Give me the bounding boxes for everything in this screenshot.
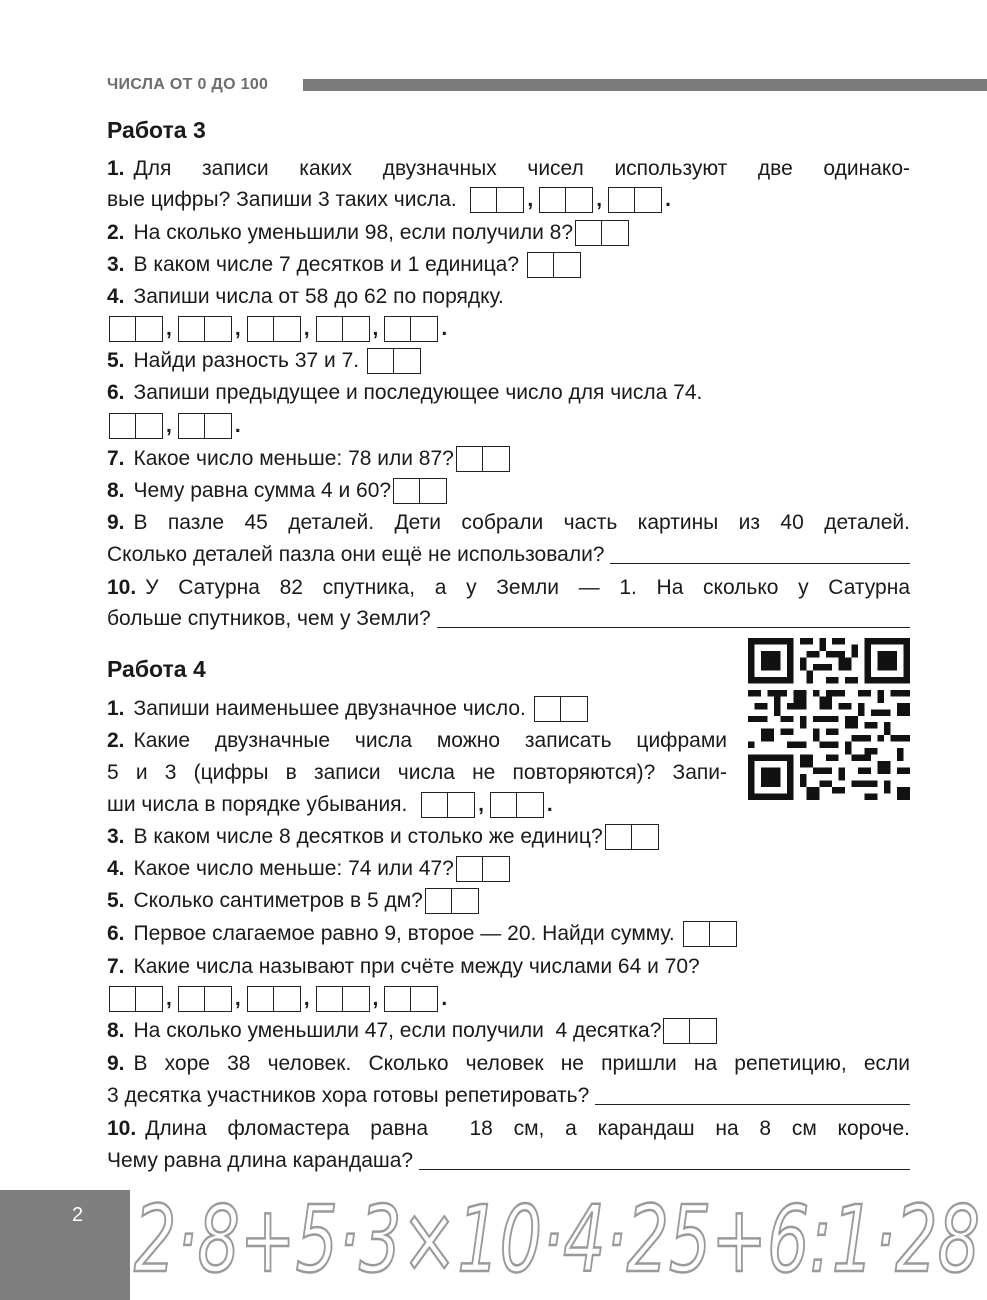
answer-box[interactable] bbox=[527, 252, 581, 278]
work4-q10-line2 bbox=[107, 1146, 910, 1176]
question-text: У Сатурна 82 спутника, а у Земли — 1. На сколько у Сатурна bbox=[145, 576, 910, 599]
work3-q5 bbox=[107, 346, 423, 376]
answer-box[interactable] bbox=[367, 348, 421, 374]
decorative-numbers-text: 2·8+5·3×10·4·25+6:1·28 bbox=[134, 1186, 980, 1293]
answer-box[interactable] bbox=[539, 187, 593, 213]
question-text: больше спутников, чем у Земли? bbox=[107, 607, 431, 630]
question-number: 5. bbox=[107, 889, 125, 912]
work4-q8 bbox=[107, 1016, 719, 1046]
work3-q6 bbox=[107, 378, 702, 408]
question-text: Запиши предыдущее и последующее число для числа 74. bbox=[133, 381, 703, 404]
answer-box[interactable] bbox=[316, 316, 370, 342]
work4-q6 bbox=[107, 919, 739, 949]
question-text: Найди разность 37 и 7. bbox=[133, 349, 360, 372]
answer-box[interactable] bbox=[384, 986, 438, 1012]
question-number: 8. bbox=[107, 479, 125, 502]
work3-q6-answers: , . bbox=[107, 411, 245, 441]
work4-q3 bbox=[107, 822, 661, 852]
question-number: 6. bbox=[107, 381, 125, 404]
work3-q4 bbox=[107, 282, 504, 312]
answer-box[interactable] bbox=[456, 856, 510, 882]
work3-q4-answers: , , , , . bbox=[107, 314, 451, 344]
page-number: 2 bbox=[72, 1204, 84, 1226]
answer-box[interactable] bbox=[608, 187, 662, 213]
work4-q2-line3: ши числа в порядке убывания. , . bbox=[107, 790, 557, 820]
answer-line[interactable] bbox=[437, 611, 910, 628]
question-text: вые цифры? Запиши 3 таких числа. bbox=[107, 188, 457, 211]
question-text: В каком числе 7 десятков и 1 единица? bbox=[133, 253, 520, 276]
question-text: Сколько сантиметров в 5 дм? bbox=[133, 889, 423, 912]
question-text: Какое число меньше: 74 или 47? bbox=[133, 857, 454, 880]
question-text: Запиши наименьшее двузначное число. bbox=[133, 697, 526, 720]
work3-q2 bbox=[107, 218, 631, 248]
question-number: 10. bbox=[107, 1117, 137, 1140]
work4-q7 bbox=[107, 952, 700, 982]
question-text: Для записи каких двузначных чисел используют две одинако- bbox=[133, 157, 910, 180]
question-text: Чему равна длина карандаша? bbox=[107, 1149, 414, 1172]
answer-box[interactable] bbox=[456, 446, 510, 472]
answer-box[interactable] bbox=[421, 792, 475, 818]
work3-q1-line2: вые цифры? Запиши 3 таких числа. , , . bbox=[107, 185, 675, 215]
answer-box[interactable] bbox=[575, 220, 629, 246]
work4-q1 bbox=[107, 694, 590, 724]
qr-code[interactable] bbox=[748, 638, 910, 800]
question-text: В хоре 38 человек. Сколько человек не пришли на репетицию, если bbox=[133, 1052, 910, 1075]
answer-line[interactable] bbox=[595, 1088, 910, 1105]
work3-q10-line1 bbox=[107, 573, 910, 603]
question-text: 5 и 3 (цифры в записи числа не повторяются)? Запи- bbox=[107, 761, 727, 784]
question-number: 9. bbox=[107, 511, 125, 534]
question-number: 3. bbox=[107, 825, 125, 848]
work3-title: Работа 3 bbox=[107, 117, 206, 143]
question-number: 6. bbox=[107, 922, 125, 945]
question-text: Чему равна сумма 4 и 60? bbox=[133, 479, 392, 502]
work4-q2-line2 bbox=[107, 758, 727, 788]
answer-box[interactable] bbox=[178, 316, 232, 342]
work4-q10-line1 bbox=[107, 1114, 910, 1144]
question-text: Сколько деталей пазла они ещё не использовали? bbox=[107, 543, 605, 566]
question-text: 3 десятка участников хора готовы репетировать? bbox=[107, 1084, 590, 1107]
running-header bbox=[107, 74, 987, 96]
answer-box[interactable] bbox=[178, 413, 232, 439]
work4-q9-line1 bbox=[107, 1049, 910, 1079]
page-number-box bbox=[0, 1190, 130, 1300]
work3-q3 bbox=[107, 250, 583, 280]
work3-q1-line1 bbox=[107, 154, 910, 184]
answer-box[interactable] bbox=[425, 888, 479, 914]
question-number: 1. bbox=[107, 157, 125, 180]
question-number: 9. bbox=[107, 1052, 125, 1075]
question-number: 5. bbox=[107, 349, 125, 372]
question-number: 1. bbox=[107, 697, 125, 720]
answer-line[interactable] bbox=[419, 1153, 910, 1170]
question-text: На сколько уменьшили 98, если получили 8? bbox=[133, 221, 573, 244]
work3-q8 bbox=[107, 476, 449, 506]
header-bar bbox=[303, 79, 987, 91]
question-number: 4. bbox=[107, 857, 125, 880]
answer-box[interactable] bbox=[663, 1018, 717, 1044]
question-number: 4. bbox=[107, 285, 125, 308]
question-text: Какие числа называют при счёте между числами 64 и 70? bbox=[133, 955, 700, 978]
question-text: ши числа в порядке убывания. bbox=[107, 793, 408, 816]
work4-q7-answers: , , , , . bbox=[107, 984, 451, 1014]
question-text: В пазле 45 деталей. Дети собрали часть картины из 40 деталей. bbox=[133, 511, 910, 534]
question-text: Длина фломастера равна 18 см, а карандаш на 8 см короче. bbox=[145, 1117, 910, 1140]
question-text: Какое число меньше: 78 или 87? bbox=[133, 447, 454, 470]
answer-box[interactable] bbox=[247, 986, 301, 1012]
work3-q9-line1 bbox=[107, 508, 910, 538]
answer-box[interactable] bbox=[393, 478, 447, 504]
answer-box[interactable] bbox=[109, 413, 163, 439]
answer-box[interactable] bbox=[178, 986, 232, 1012]
work4-q9-line2 bbox=[107, 1081, 910, 1111]
answer-box[interactable] bbox=[247, 316, 301, 342]
question-text: В каком числе 8 десятков и столько же единиц? bbox=[133, 825, 603, 848]
answer-box[interactable] bbox=[490, 792, 544, 818]
question-text: Первое слагаемое равно 9, второе — 20. Найди сумму. bbox=[133, 922, 675, 945]
question-number: 8. bbox=[107, 1019, 125, 1042]
decorative-numbers bbox=[130, 1175, 987, 1300]
answer-box[interactable] bbox=[109, 986, 163, 1012]
question-number: 7. bbox=[107, 955, 125, 978]
answer-box[interactable] bbox=[384, 316, 438, 342]
answer-box[interactable] bbox=[534, 696, 588, 722]
work3-q7 bbox=[107, 444, 512, 474]
question-text: Какие двузначные числа можно записать цифрами bbox=[133, 729, 727, 752]
question-text: На сколько уменьшили 47, если получили 4 десятка? bbox=[133, 1019, 662, 1042]
answer-box[interactable] bbox=[683, 921, 737, 947]
work3-q9-line2 bbox=[107, 540, 910, 570]
question-text: Запиши числа от 58 до 62 по порядку. bbox=[133, 285, 504, 308]
work3-q10-line2 bbox=[107, 604, 910, 634]
work4-q5 bbox=[107, 886, 481, 916]
answer-box[interactable] bbox=[605, 824, 659, 850]
answer-line[interactable] bbox=[610, 547, 910, 564]
question-number: 10. bbox=[107, 576, 137, 599]
header-title: ЧИСЛА ОТ 0 ДО 100 bbox=[107, 76, 269, 93]
question-number: 2. bbox=[107, 221, 125, 244]
work4-q4 bbox=[107, 854, 512, 884]
answer-box[interactable] bbox=[316, 986, 370, 1012]
question-number: 2. bbox=[107, 729, 125, 752]
work4-title: Работа 4 bbox=[107, 656, 206, 682]
answer-box[interactable] bbox=[470, 187, 524, 213]
question-number: 3. bbox=[107, 253, 125, 276]
work4-q2-line1 bbox=[107, 726, 727, 756]
question-number: 7. bbox=[107, 447, 125, 470]
answer-box[interactable] bbox=[109, 316, 163, 342]
